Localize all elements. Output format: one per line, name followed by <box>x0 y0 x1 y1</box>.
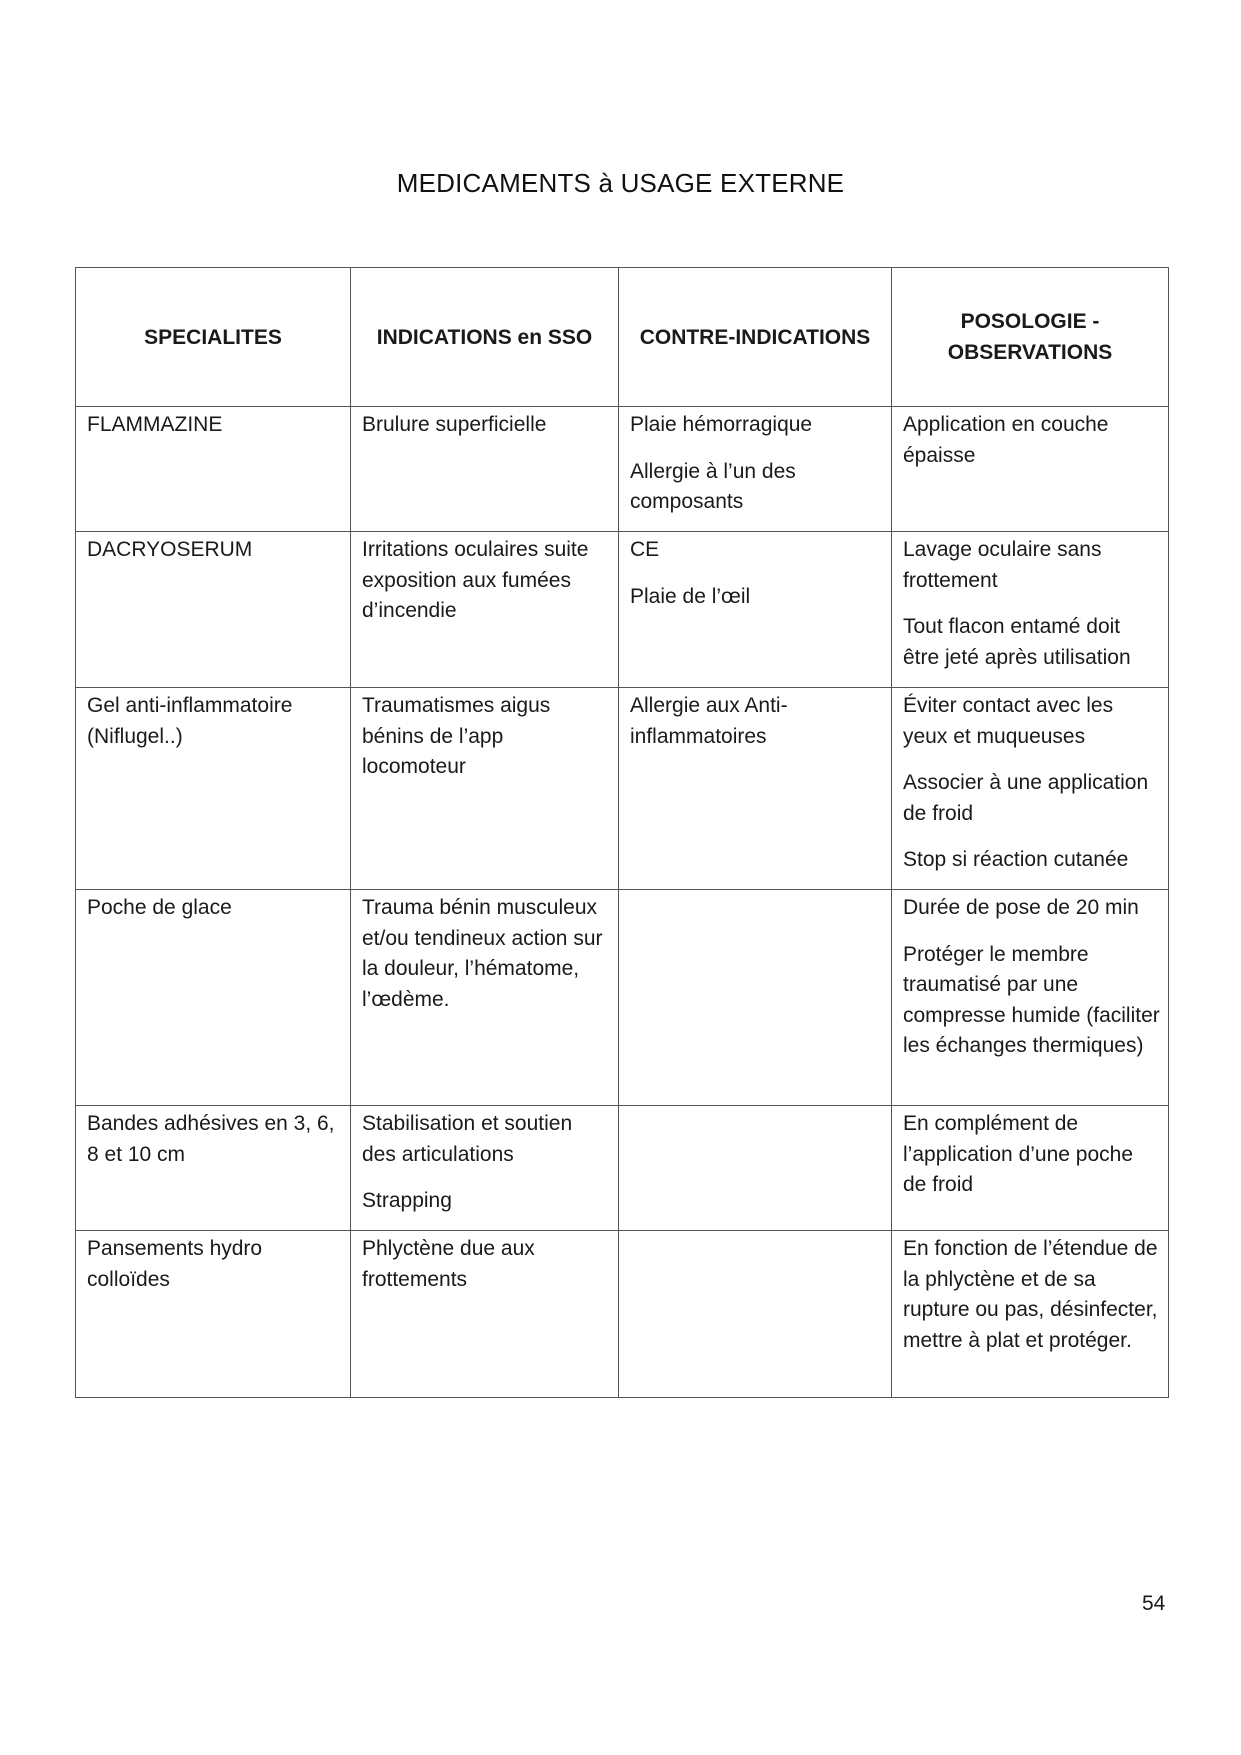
cell-text: Application en couche épaisse <box>903 413 1109 467</box>
cell-contre-indications <box>619 688 892 890</box>
cell-specialite <box>76 407 351 532</box>
table-header-row <box>76 268 1169 407</box>
table-row <box>76 532 1169 688</box>
cell-posologie <box>892 407 1169 532</box>
cell-text: Stop si réaction cutanée <box>903 848 1129 871</box>
table-row <box>76 890 1169 1106</box>
cell-text: Strapping <box>362 1189 452 1212</box>
page-title: MEDICAMENTS à USAGE EXTERNE <box>396 168 845 198</box>
cell-text: En fonction de l’étendue de la phlyctène et de sa rupture ou pas, désinfecter, mettre à plat et protéger. <box>903 1237 1158 1352</box>
cell-text: Pansements hydro colloïdes <box>87 1237 263 1291</box>
cell-specialite <box>76 1106 351 1231</box>
cell-specialite <box>76 532 351 688</box>
cell-text: FLAMMAZINE <box>87 413 223 436</box>
header-contre-indications: CONTRE-INDICATIONS <box>619 268 892 407</box>
cell-indications <box>351 407 619 532</box>
cell-indications <box>351 1106 619 1231</box>
cell-posologie <box>892 688 1169 890</box>
cell-specialite <box>76 890 351 1106</box>
cell-text: Associer à une application de froid <box>903 771 1149 825</box>
cell-contre-indications <box>619 407 892 532</box>
cell-text: Poche de glace <box>87 896 232 919</box>
cell-text: Brulure superficielle <box>362 413 547 436</box>
cell-contre-indications <box>619 1231 892 1398</box>
cell-text: Durée de pose de 20 min <box>903 896 1139 919</box>
cell-text: Tout flacon entamé doit être jeté après utilisation <box>903 615 1131 669</box>
cell-contre-indications <box>619 1106 892 1231</box>
cell-indications <box>351 890 619 1106</box>
cell-contre-indications <box>619 890 892 1106</box>
cell-indications <box>351 688 619 890</box>
page-number: 54 <box>1142 1592 1166 1615</box>
cell-text: Éviter contact avec les yeux et muqueuses <box>903 694 1114 748</box>
table-row <box>76 1106 1169 1231</box>
cell-contre-indications <box>619 532 892 688</box>
table-row <box>76 1231 1169 1398</box>
cell-indications <box>351 532 619 688</box>
medications-table <box>75 267 1169 1398</box>
cell-text: Protéger le membre traumatisé par une compresse humide (faciliter les échanges thermiques) <box>903 942 1160 1057</box>
cell-text: Plaie de l’œil <box>630 584 751 608</box>
cell-text: CE <box>630 538 660 561</box>
header-posologie: POSOLOGIE - OBSERVATIONS <box>892 268 1169 407</box>
cell-text: Plaie hémorragique <box>630 413 813 436</box>
cell-posologie <box>892 1231 1169 1398</box>
cell-posologie <box>892 890 1169 1106</box>
cell-text: Lavage oculaire sans frottement <box>903 538 1102 592</box>
cell-text: Allergie à l’un des composants <box>630 459 796 513</box>
cell-text: En complément de l’application d’une poche de froid <box>903 1112 1134 1196</box>
cell-text: DACRYOSERUM <box>87 538 253 561</box>
cell-text: Traumatismes aigus bénins de l’app locomoteur <box>362 694 551 778</box>
cell-specialite <box>76 1231 351 1398</box>
header-indications: INDICATIONS en SSO <box>351 268 619 407</box>
header-specialites: SPECIALITES <box>76 268 351 407</box>
cell-indications <box>351 1231 619 1398</box>
cell-text: Trauma bénin musculeux et/ou tendineux action sur la douleur, l’hématome, l’œdème. <box>362 896 603 1011</box>
cell-text: Allergie aux Anti-inflammatoires <box>630 694 788 748</box>
cell-text: Bandes adhésives en 3, 6, 8 et 10 cm <box>87 1112 335 1166</box>
cell-text: Phlyctène due aux frottements <box>362 1237 535 1291</box>
cell-text: Gel anti-inflammatoire (Niflugel..) <box>87 694 293 748</box>
table-row <box>76 688 1169 890</box>
cell-posologie <box>892 1106 1169 1231</box>
cell-text: Irritations oculaires suite exposition aux fumées d’incendie <box>362 538 589 622</box>
cell-posologie <box>892 532 1169 688</box>
cell-text: Stabilisation et soutien des articulations <box>362 1112 573 1166</box>
cell-specialite <box>76 688 351 890</box>
table-row <box>76 407 1169 532</box>
